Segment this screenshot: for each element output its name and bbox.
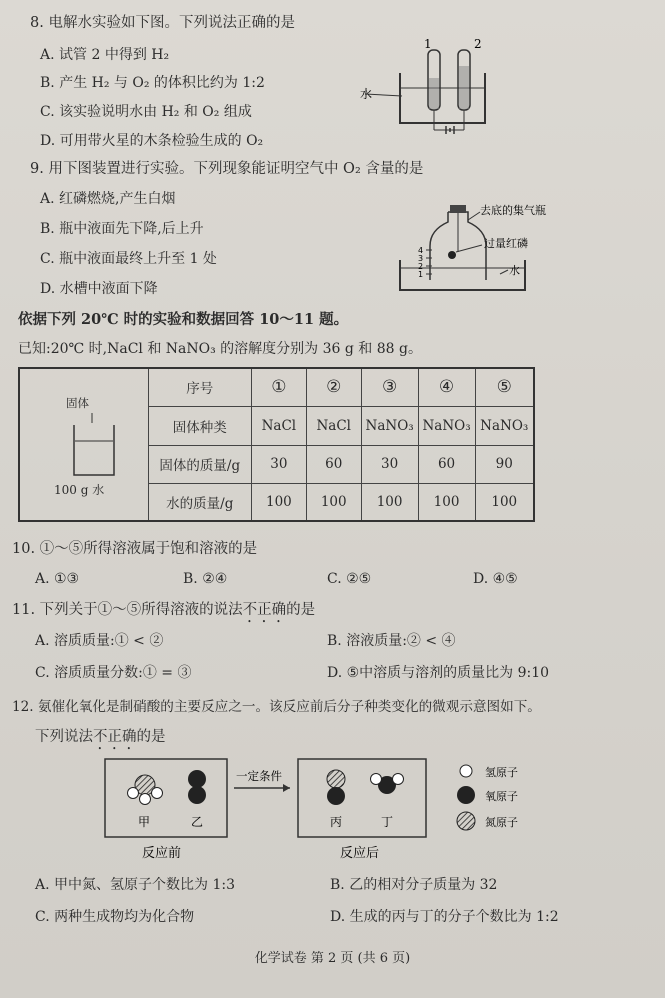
col-5-id: ⑤: [475, 368, 534, 406]
col-1-mass: 30: [251, 445, 306, 483]
q8-option-d[interactable]: D. 可用带火星的木条检验生成的 O₂: [40, 133, 264, 149]
water-label-q9: 水: [509, 264, 520, 277]
oxygen-atom-icon: [457, 786, 475, 804]
col-3-solid: NaNO₃: [361, 406, 418, 445]
col-3-mass: 30: [361, 445, 418, 483]
legend: [457, 765, 518, 830]
q10-stem: 10. ①～⑤所得溶液属于饱和溶液的是: [12, 541, 258, 557]
tube-1-label: 1: [424, 38, 432, 51]
q9-option-b[interactable]: B. 瓶中液面先下降,后上升: [40, 221, 204, 237]
q8-option-a[interactable]: A. 试管 2 中得到 H₂: [40, 47, 170, 63]
beaker-cell: [19, 368, 148, 521]
page-footer: 化学试卷 第 2 页 (共 6 页): [254, 951, 411, 966]
label-ding: 丁: [381, 815, 394, 829]
after-box: [298, 759, 426, 837]
before-box: [105, 759, 227, 837]
col-5-mass: 90: [475, 445, 534, 483]
q12-option-a[interactable]: A. 甲中氮、氢原子个数比为 1:3: [35, 877, 235, 893]
col-2-mass: 60: [306, 445, 361, 483]
beaker-top-label: 固体: [66, 396, 89, 410]
col-4-water: 100: [418, 483, 475, 521]
q12-stem-emphasis: 不正确: [93, 729, 137, 745]
col-3-id: ③: [361, 368, 418, 406]
q11-stem-post: 的是: [286, 602, 316, 618]
col-4-mass: 60: [418, 445, 475, 483]
col-4-solid: NaNO₃: [418, 406, 475, 445]
label-yi: 乙: [191, 815, 204, 829]
experiment-table: [18, 367, 535, 522]
q12-stem-post: 的是: [136, 729, 166, 745]
arrow-head-icon: [283, 784, 290, 792]
q9-option-a[interactable]: A. 红磷燃烧,产生白烟: [40, 191, 176, 207]
mark-2: 2: [418, 262, 424, 271]
label-before: 反应前: [142, 846, 182, 861]
q11-option-b[interactable]: B. 溶液质量:② < ④: [327, 633, 456, 649]
mark-4: 4: [418, 246, 424, 255]
q10-option-b[interactable]: B. ②④: [183, 571, 228, 587]
electrolysis-figure: [360, 38, 520, 138]
reaction-diagram: [100, 755, 560, 865]
q11-option-a[interactable]: A. 溶质质量:① < ②: [35, 633, 164, 649]
oxygen-content-figure: [390, 190, 590, 300]
row-header-id: 序号: [148, 368, 251, 406]
q12-option-b[interactable]: B. 乙的相对分子质量为 32: [330, 877, 498, 893]
label-bing: 丙: [330, 815, 343, 829]
reaction-condition: 一定条件: [236, 769, 282, 783]
q9-option-c[interactable]: C. 瓶中液面最终上升至 1 处: [40, 251, 217, 267]
q8-option-c[interactable]: C. 该实验说明水由 H₂ 和 O₂ 组成: [40, 104, 252, 120]
q12-option-d[interactable]: D. 生成的丙与丁的分子个数比为 1:2: [330, 909, 559, 925]
q11-stem-pre: 11. 下列关于①～⑤所得溶液的说法: [12, 602, 243, 618]
q9-option-d[interactable]: D. 水槽中液面下降: [40, 281, 158, 297]
col-1-solid: NaCl: [251, 406, 306, 445]
q10-option-c[interactable]: C. ②⑤: [327, 571, 372, 587]
col-5-solid: NaNO₃: [475, 406, 534, 445]
molecule-ding: [371, 774, 404, 795]
col-2-water: 100: [306, 483, 361, 521]
label-after: 反应后: [340, 846, 380, 861]
legend-hydrogen: 氢原子: [485, 766, 518, 779]
col-2-solid: NaCl: [306, 406, 361, 445]
mark-3: 3: [418, 254, 424, 263]
q12-option-c[interactable]: C. 两种生成物均为化合物: [35, 909, 195, 925]
q11-stem: [12, 601, 315, 626]
bottle-label: 去底的集气瓶: [480, 204, 546, 217]
col-1-water: 100: [251, 483, 306, 521]
col-2-id: ②: [306, 368, 361, 406]
beaker-icon: [66, 413, 122, 481]
col-3-water: 100: [361, 483, 418, 521]
beaker-bottom-label: 100 g 水: [54, 483, 105, 497]
molecule-jia: [128, 775, 163, 805]
q9-stem: 9. 用下图装置进行实验。下列现象能证明空气中 O₂ 含量的是: [30, 161, 424, 177]
legend-nitrogen: 氮原子: [485, 816, 518, 829]
hydrogen-atom-icon: [460, 765, 472, 777]
row-header-mass: 固体的质量/g: [148, 445, 251, 483]
intro-line-2: 已知:20℃ 时,NaCl 和 NaNO₃ 的溶解度分别为 36 g 和 88 g。: [18, 341, 422, 357]
q10-option-d[interactable]: D. ④⑤: [473, 571, 518, 587]
phosphorus-label: 过量红磷: [484, 237, 528, 250]
q12-stem-1: 12. 氨催化氧化是制硝酸的主要反应之一。该反应前后分子种类变化的微观示意图如下。: [12, 699, 541, 715]
col-5-water: 100: [475, 483, 534, 521]
q10-option-a[interactable]: A. ①③: [35, 571, 80, 587]
col-4-id: ④: [418, 368, 475, 406]
q11-option-d[interactable]: D. ⑤中溶质与溶剂的质量比为 9:10: [327, 665, 550, 681]
nitrogen-atom-icon: [457, 812, 475, 830]
col-1-id: ①: [251, 368, 306, 406]
legend-oxygen: 氧原子: [485, 790, 518, 803]
row-header-water: 水的质量/g: [148, 483, 251, 521]
q12-stem-pre: 下列说法: [35, 729, 93, 745]
intro-line-1: 依据下列 20℃ 时的实验和数据回答 10～11 题。: [18, 311, 349, 328]
label-jia: 甲: [138, 815, 151, 829]
tube-2-label: 2: [474, 38, 482, 51]
water-label-q8: 水: [360, 87, 373, 101]
mark-1: 1: [418, 270, 424, 279]
molecule-yi: [188, 770, 206, 804]
q8-stem: 8. 电解水实验如下图。下列说法正确的是: [30, 15, 295, 31]
molecule-bing: [327, 770, 345, 805]
q8-option-b[interactable]: B. 产生 H₂ 与 O₂ 的体积比约为 1:2: [40, 75, 265, 91]
q12-stem-2: [35, 728, 166, 753]
row-header-solid: 固体种类: [148, 406, 251, 445]
q11-stem-emphasis: 不正确: [242, 602, 287, 618]
q11-option-c[interactable]: C. 溶质质量分数:① = ③: [35, 665, 192, 681]
